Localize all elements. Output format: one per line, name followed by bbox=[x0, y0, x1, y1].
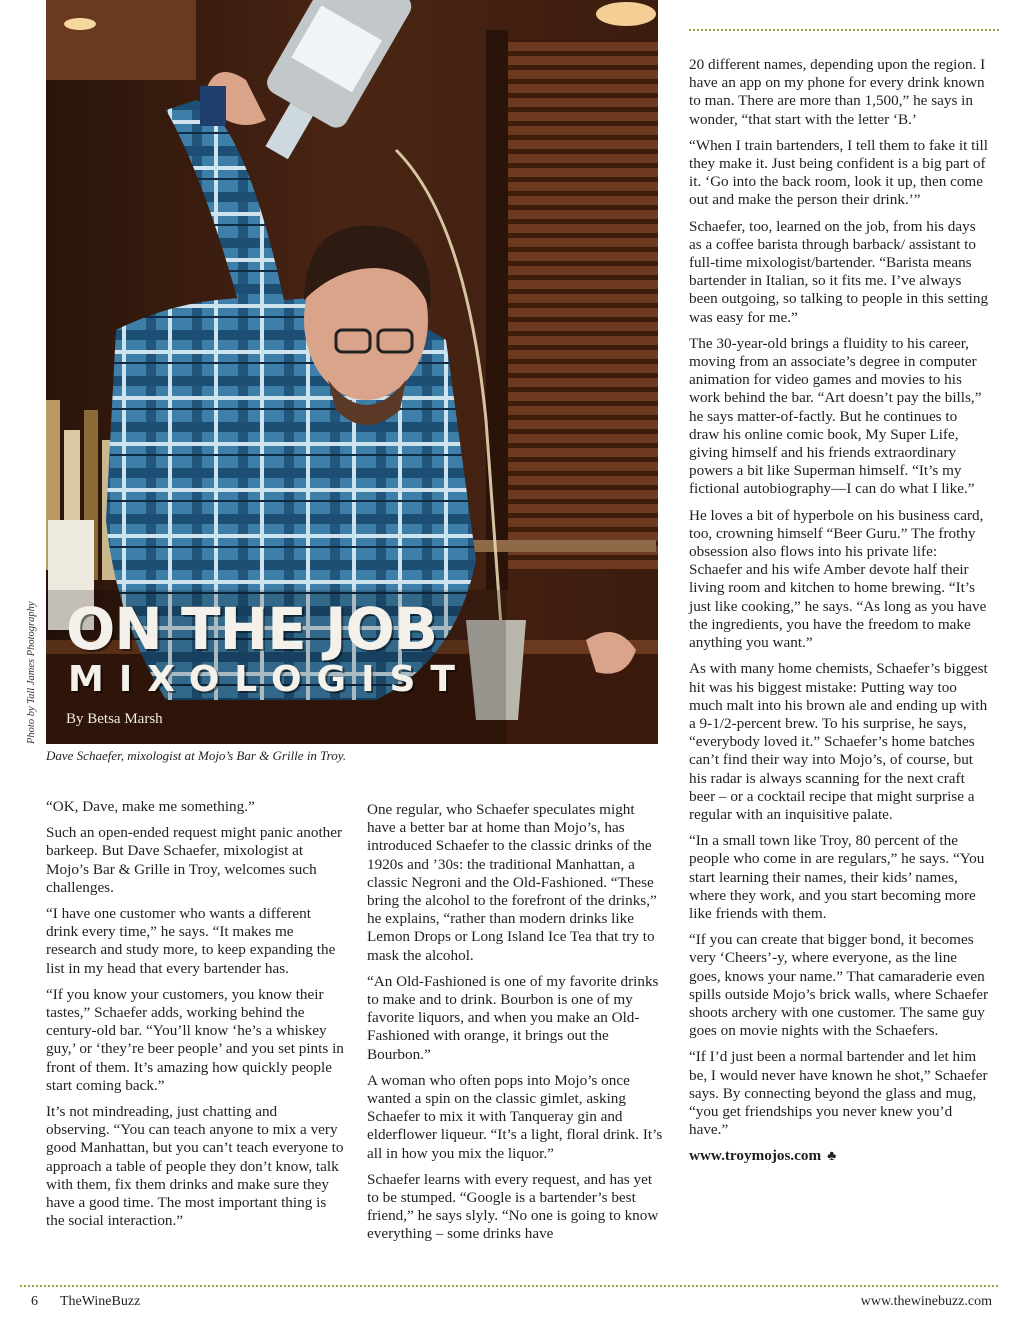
article-column-3 bbox=[689, 56, 989, 1175]
article-column-2 bbox=[367, 801, 667, 1252]
paragraph: “When I train bartenders, I tell them to fake it till they make it. Just being confident is a big part of it. ‘Go into the back room, look it up, then come out and make the person their drink.’” bbox=[689, 136, 988, 209]
clover-end-icon: ♣ bbox=[827, 1149, 837, 1165]
paragraph: He loves a bit of hyperbole on his business card, too, crowning himself “Beer Guru.” The frothy obsession also flows into his private life: Schaefer and his wife Amber devote half their living room and kitchen to home brewing. “It’s just like cooking,” he says. “As long as you have the ingredients, you have the freedom to make anything you want.” bbox=[689, 506, 987, 652]
bartender-photo bbox=[46, 0, 658, 744]
paragraph: “I have one customer who wants a different drink every time,” he says. “It makes me research and study more, to keep expanding the list in my head that every bartender has. bbox=[46, 905, 336, 977]
article-column-1 bbox=[46, 798, 344, 1238]
article-url-line bbox=[689, 1147, 989, 1166]
paragraph: It’s not mindreading, just chatting and observing. “You can teach anyone to mix a very good Manhattan, but you can’t teach everyone to approach a table of people they don’t know, talk with them, fix them drinks and make sure they have a good time. The most important thing is the social interaction.” bbox=[46, 1103, 344, 1230]
bottom-dotted-rule bbox=[20, 1285, 998, 1287]
top-dotted-rule bbox=[689, 29, 999, 31]
paragraph: “OK, Dave, make me something.” bbox=[46, 798, 255, 815]
paragraph: “In a small town like Troy, 80 percent of the people who come in are regulars,” he says. “You start learning their names, their kids’ names, where they work, and you start becoming more like friends with them. bbox=[689, 832, 985, 922]
website-link[interactable]: www.thewinebuzz.com bbox=[860, 1294, 992, 1309]
photo-credit: Photo by Tall James Photography bbox=[26, 601, 37, 744]
paragraph: “If I’d just been a normal bartender and let him be, I would never have known he shot,” Schaefer says. By connecting beyond the glass and mug, “you get friendships you never knew you’d have.” bbox=[689, 1048, 988, 1139]
article-url-link[interactable]: www.troymojos.com bbox=[689, 1147, 822, 1165]
paragraph: 20 different names, depending upon the region. I have an app on my phone for every drink known to man. There are more than 1,500,” he says in wonder, “that start with the letter ‘B.’ bbox=[689, 56, 986, 128]
paragraph: As with many home chemists, Schaefer’s biggest hit was his biggest mistake: Putting way too much malt into his brown ale and ending up with a 9-1/2-percent brew. To his surprise, he says, “everybody loved it.” Schaefer’s home batches can’t find their way into Mojo’s, of course, but his radar is always scanning for the next craft beer – or a cocktail recipe that might surprise a regular with an inquisitive palate. bbox=[689, 660, 988, 823]
article-subtitle: MIXOLOGIST bbox=[68, 659, 470, 700]
paragraph: Schaefer, too, learned on the job, from his days as a coffee barista through barback/ assistant to full-time mixologist/bartender. “Barista means bartender in Italian, so it fits me. I’ve always been outgoing, so talking to people in this setting was easy for me.” bbox=[689, 217, 989, 326]
page-number: 6 bbox=[31, 1294, 38, 1309]
byline: By Betsa Marsh bbox=[66, 711, 163, 727]
paragraph: Schaefer learns with every request, and has yet to be stumped. “Google is a bartender’s best friend,” he says slyly. “No one is going to know everything – some drinks have bbox=[367, 1170, 659, 1243]
paragraph: Such an open-ended request might panic another barkeep. But Dave Schaefer, mixologist at Mojo’s Bar & Grille in Troy, welcomes such challenges. bbox=[46, 824, 343, 896]
article-title: ON THE JOB bbox=[66, 595, 438, 663]
paragraph: “If you can create that bigger bond, it becomes very ‘Cheers’-y, where everyone, as the line goes, knows your name.” That camaraderie even spills outside Mojo’s brick walls, where Schaefer shoots archery with one customer. The same guy goes on movie nights with the Schaefers. bbox=[689, 931, 989, 1040]
magazine-name: TheWineBuzz bbox=[60, 1294, 141, 1309]
paragraph: The 30-year-old brings a fluidity to his career, moving from an associate’s degree in computer animation for video games and movies to his work behind the bar. “Art doesn’t pay the bills,” he says matter-of-factly. But he continues to draw his online comic book, My Super Life, giving himself and his friends extraordinary powers a bit like Superman himself. “It’s my fictional autobiography—I can do what I like.” bbox=[689, 334, 982, 498]
paragraph: One regular, who Schaefer speculates might have a better bar at home than Mojo’s, has introduced Schaefer to the classic drinks of the 1920s and ’30s: the traditional Manhattan, a classic Negroni and the Old-Fashioned. “These bring the alcohol to the forefront of the drinks,” he explains, “rather than modern drinks like Lemon Drops or Long Island Ice Tea that try to mask the alcohol. bbox=[367, 801, 657, 964]
paragraph: “If you know your customers, you know their tastes,” Schaefer adds, working behind the century-old bar. “You’ll know ‘he’s a whiskey guy,’ or ‘they’re beer people’ and you set pints in front of them. It’s amazing how quickly people start coming back.” bbox=[46, 985, 344, 1094]
photo-caption: Dave Schaefer, mixologist at Mojo’s Bar & Grille in Troy. bbox=[46, 748, 347, 763]
paragraph: A woman who often pops into Mojo’s once wanted a spin on the classic gimlet, asking Schaefer to mix it with Tanqueray gin and elderflower liqueur. “It’s a light, floral drink. It’s all in how you mix the liquor.” bbox=[367, 1071, 663, 1162]
paragraph: “An Old-Fashioned is one of my favorite drinks to make and to drink. Bourbon is one of my favorite liquors, and when you make an Old-Fashioned with orange, it brings out the Bourbon.” bbox=[367, 972, 659, 1063]
